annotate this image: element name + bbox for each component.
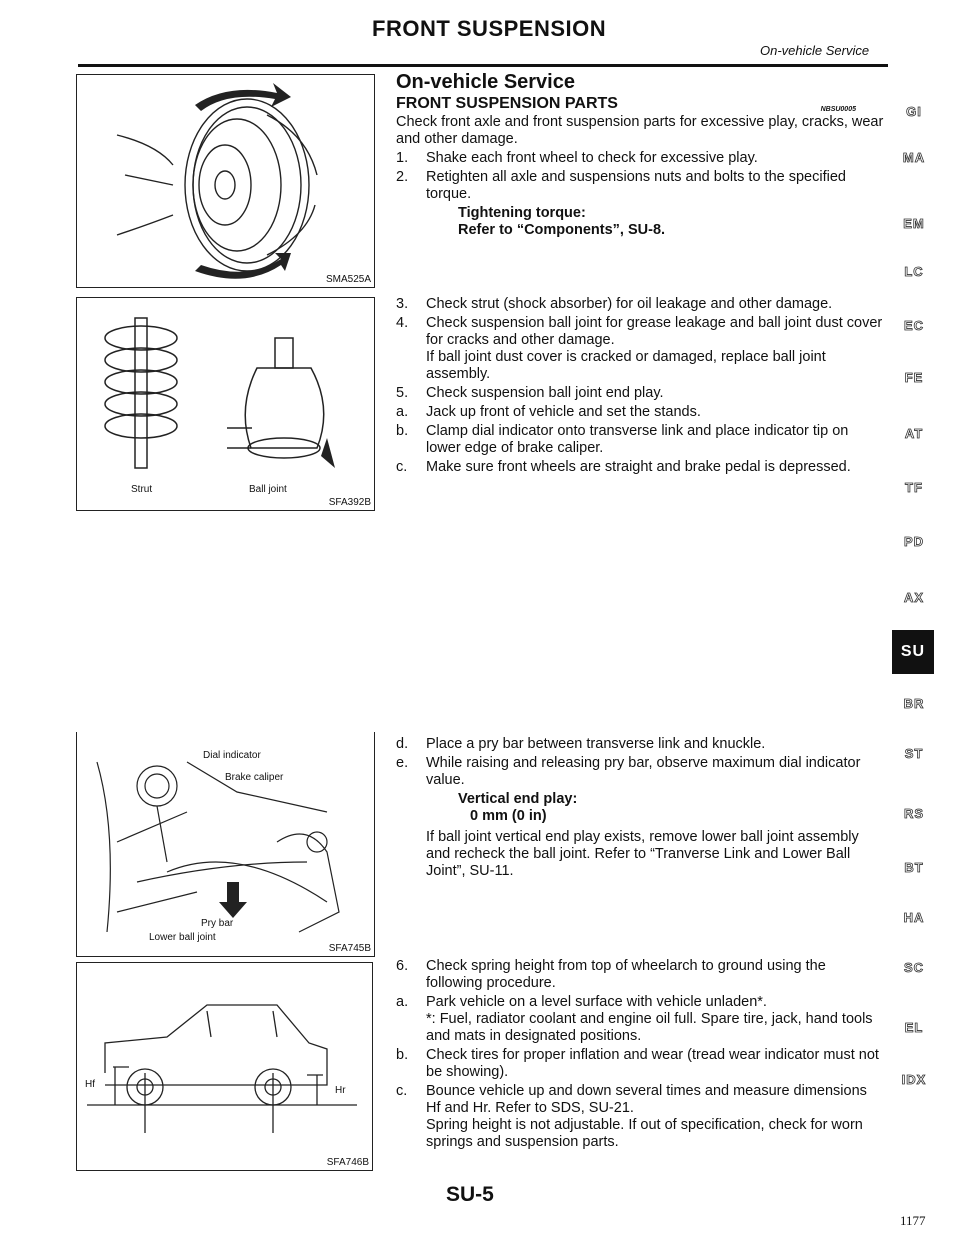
tab-su-active[interactable]: SU bbox=[892, 630, 934, 674]
ball-joint-note: If ball joint dust cover is cracked or damaged, replace ball joint assembly. bbox=[426, 349, 826, 382]
item-text: Check suspension ball joint end play. bbox=[426, 385, 664, 401]
list-item bbox=[396, 404, 884, 421]
strut-illustration bbox=[77, 298, 374, 510]
item-text: Place a pry bar between transverse link and knuckle. bbox=[426, 736, 766, 752]
torque-reference: Refer to “Components”, SU-8. bbox=[458, 222, 666, 238]
figure-code: SFA746B bbox=[326, 1157, 369, 1168]
item-number: c. bbox=[396, 1083, 408, 1099]
page-code: SU-5 bbox=[446, 1183, 494, 1206]
end-play-label: Vertical end play: bbox=[458, 791, 578, 807]
item-number: b. bbox=[396, 1047, 409, 1063]
item-number: 4. bbox=[396, 315, 409, 331]
wheel-illustration bbox=[77, 75, 374, 287]
tab-sc[interactable]: SC bbox=[903, 960, 925, 975]
item-number: 6. bbox=[396, 958, 409, 974]
item-number: a. bbox=[396, 404, 409, 420]
figure-wheel-play bbox=[76, 74, 375, 288]
tab-el[interactable]: EL bbox=[904, 1020, 924, 1035]
tab-pd[interactable]: PD bbox=[903, 534, 925, 549]
item-number: d. bbox=[396, 736, 409, 752]
brake-caliper-label: Brake caliper bbox=[225, 772, 284, 783]
item-text: Check tires for proper inflation and wear (tread wear indicator must not be showing). bbox=[426, 1047, 879, 1080]
item-text: Retighten all axle and suspensions nuts and bolts to the specified torque. bbox=[426, 169, 846, 202]
list-item bbox=[396, 169, 884, 203]
item-text: Park vehicle on a level surface with vehicle unladen*. bbox=[426, 994, 767, 1010]
item-number: b. bbox=[396, 423, 409, 439]
item-number: 2. bbox=[396, 169, 409, 185]
figure-code: SMA525A bbox=[325, 274, 371, 285]
list-item bbox=[396, 423, 884, 457]
tab-ma[interactable]: MA bbox=[902, 150, 926, 165]
header-rule bbox=[78, 64, 888, 67]
strut-label: Strut bbox=[131, 484, 153, 495]
tab-ax[interactable]: AX bbox=[903, 590, 925, 605]
list-item bbox=[396, 1047, 884, 1081]
pry-bar-label: Pry bar bbox=[201, 918, 234, 929]
text-block-checks bbox=[396, 296, 884, 478]
item-number: 5. bbox=[396, 385, 409, 401]
list-item bbox=[396, 150, 884, 167]
unladen-note: *: Fuel, radiator coolant and engine oil full. Spare tire, jack, hand tools and mats in designated positions. bbox=[426, 1011, 873, 1044]
list-item bbox=[396, 736, 884, 753]
list-item bbox=[396, 755, 884, 789]
dial-indicator-label: Dial indicator bbox=[203, 750, 261, 761]
tab-at[interactable]: AT bbox=[904, 426, 924, 441]
lower-ball-joint-label: Lower ball joint bbox=[149, 932, 216, 943]
list-item bbox=[396, 385, 884, 402]
figure-code: SFA745B bbox=[328, 943, 371, 954]
tab-bt[interactable]: BT bbox=[904, 860, 924, 875]
figure-strut-ball-joint bbox=[76, 297, 375, 511]
intro-paragraph: Check front axle and front suspension parts for excessive play, cracks, wear and other damage. bbox=[396, 114, 884, 147]
item-text: Check suspension ball joint for grease leakage and ball joint dust cover for cracks and other damage. bbox=[426, 315, 883, 348]
section-title: On-vehicle Service bbox=[396, 71, 575, 93]
list-item bbox=[396, 459, 884, 476]
tab-gi[interactable]: GI bbox=[906, 104, 922, 119]
figure-spring-height bbox=[76, 962, 373, 1171]
torque-label: Tightening torque: bbox=[458, 205, 586, 221]
final-note: Spring height is not adjustable. If out of specification, check for worn springs and suspension parts. bbox=[426, 1117, 863, 1150]
page-number: 1177 bbox=[900, 1213, 926, 1228]
list-item bbox=[396, 315, 884, 349]
list-item bbox=[396, 296, 884, 313]
list-item bbox=[396, 994, 884, 1011]
ball-joint-label: Ball joint bbox=[249, 484, 287, 495]
item-number: e. bbox=[396, 755, 409, 771]
reference-code: NBSU0005 bbox=[820, 106, 856, 113]
tab-idx[interactable]: IDX bbox=[901, 1072, 927, 1087]
item-number: 3. bbox=[396, 296, 409, 312]
tab-ec[interactable]: EC bbox=[903, 318, 925, 333]
item-text: Check spring height from top of wheelarch to ground using the following procedure. bbox=[426, 958, 826, 991]
list-item bbox=[396, 958, 884, 992]
text-block-end-play bbox=[396, 736, 884, 880]
tab-rs[interactable]: RS bbox=[903, 806, 925, 821]
item-number: 1. bbox=[396, 150, 409, 166]
item-text: Jack up front of vehicle and set the stands. bbox=[426, 404, 701, 420]
figure-dial-indicator bbox=[76, 732, 375, 957]
section-subtitle bbox=[396, 94, 884, 114]
list-item bbox=[396, 1083, 884, 1117]
tab-tf[interactable]: TF bbox=[905, 480, 923, 495]
hf-label: Hf bbox=[85, 1079, 95, 1090]
end-play-value: 0 mm (0 in) bbox=[470, 808, 547, 824]
tab-lc[interactable]: LC bbox=[904, 264, 924, 279]
item-number: c. bbox=[396, 459, 408, 475]
hr-label: Hr bbox=[335, 1085, 346, 1096]
item-text: Make sure front wheels are straight and brake pedal is depressed. bbox=[426, 459, 851, 475]
tab-ha[interactable]: HA bbox=[903, 910, 925, 925]
section-subtitle-text: FRONT SUSPENSION PARTS bbox=[396, 95, 618, 112]
item-text: While raising and releasing pry bar, observe maximum dial indicator value. bbox=[426, 755, 861, 788]
item-text: Check strut (shock absorber) for oil leakage and other damage. bbox=[426, 296, 833, 312]
tab-em[interactable]: EM bbox=[903, 216, 925, 231]
item-text: Clamp dial indicator onto transverse link and place indicator tip on lower edge of brake caliper. bbox=[426, 423, 849, 456]
tab-fe[interactable]: FE bbox=[904, 370, 924, 385]
item-text: Shake each front wheel to check for excessive play. bbox=[426, 150, 758, 166]
tab-br[interactable]: BR bbox=[903, 696, 925, 711]
item-number: a. bbox=[396, 994, 409, 1010]
item-text: Bounce vehicle up and down several times and measure dimensions Hf and Hr. Refer to SDS, SU-21. bbox=[426, 1083, 867, 1116]
text-block-spring-height bbox=[396, 958, 884, 1151]
vehicle-height-illustration bbox=[77, 963, 372, 1170]
header-subtitle: On-vehicle Service bbox=[760, 43, 870, 58]
end-play-note: If ball joint vertical end play exists, remove lower ball joint assembly and recheck the ball joint. Refer to “Tranverse Link and Lower Ball Joint”, SU-11. bbox=[426, 829, 859, 879]
page-title: FRONT SUSPENSION bbox=[372, 16, 607, 41]
text-block-intro bbox=[396, 70, 884, 239]
tab-st[interactable]: ST bbox=[904, 746, 924, 761]
figure-code: SFA392B bbox=[328, 497, 371, 508]
